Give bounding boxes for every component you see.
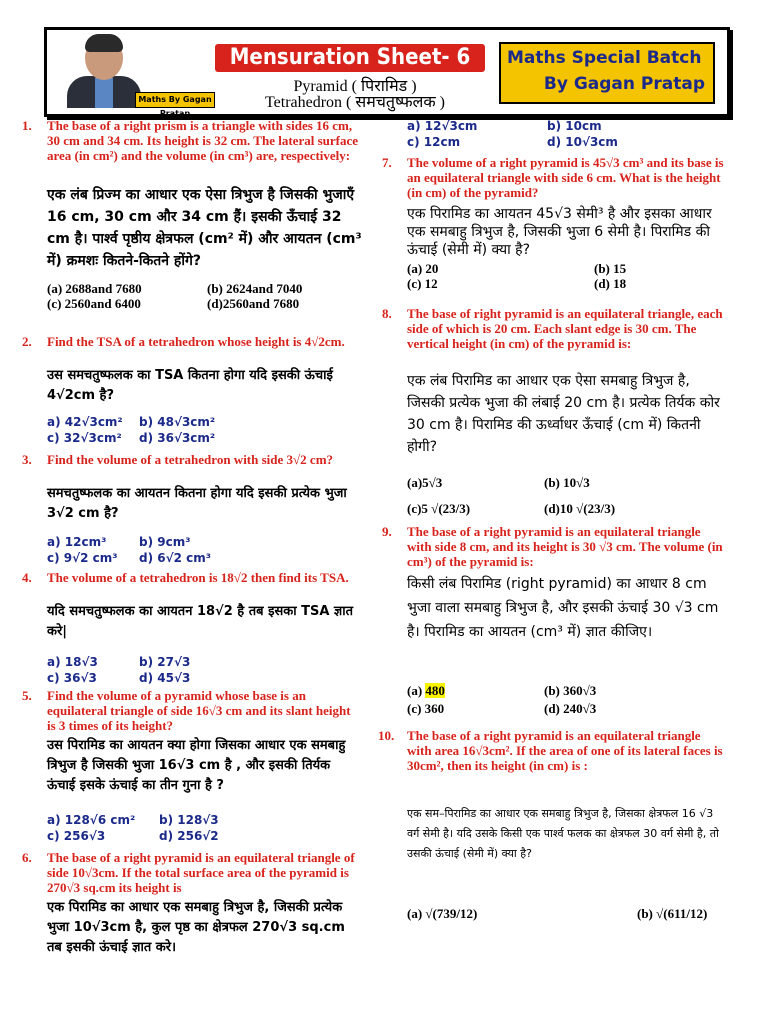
- question-number: 6.: [22, 850, 32, 865]
- question-text-en: The volume of a tetrahedron is 18√2 then find its TSA.: [47, 570, 349, 585]
- option-a[interactable]: a) 12cm³: [47, 535, 107, 549]
- option-d[interactable]: (d)10 √(23/3): [544, 501, 616, 516]
- options: [407, 682, 727, 718]
- question-number: 10.: [378, 728, 395, 743]
- option-a[interactable]: a) 42√3cm²: [47, 415, 123, 429]
- option-d[interactable]: d) 45√3: [139, 671, 191, 685]
- option-b[interactable]: (b) 360√3: [544, 683, 597, 698]
- option-b[interactable]: b) 128√3: [159, 813, 219, 827]
- question-3: [22, 452, 364, 565]
- batch-line2: By Gagan Pratap: [543, 74, 705, 94]
- option-c[interactable]: (c) 360: [407, 701, 445, 716]
- option-b[interactable]: (b) 15: [594, 261, 627, 276]
- option-a[interactable]: a) 12√3cm: [407, 119, 478, 133]
- option-c[interactable]: c) 12cm: [407, 135, 461, 149]
- highlighted-answer: 480: [425, 683, 445, 698]
- option-a[interactable]: a) 128√6 cm²: [47, 813, 136, 827]
- question-number: 8.: [382, 306, 392, 321]
- author-tagline: Maths By Gagan Pratap: [135, 92, 215, 108]
- question-text-hi: एक सम–पिरामिड का आधार एक समबाहु त्रिभुज है, जिसका क्षेत्रफल 16 √3 वर्ग सेमी है। यदि उसके किसी एक पार्श्व फलक का क्षेत्रफल 30 वर्ग सेमी है, तो उसकी ऊंचाई (सेमी में) क्या है?: [407, 807, 719, 860]
- option-c[interactable]: (c)5 √(23/3): [407, 501, 471, 516]
- option-d[interactable]: (d)2560and 7680: [207, 296, 300, 311]
- option-c[interactable]: c) 256√3: [47, 829, 106, 843]
- question-2: [22, 334, 364, 445]
- question-text-hi: समचतुष्फलक का आयतन कितना होगा यदि इसकी प्रत्येक भुजा 3√2 cm है?: [47, 486, 347, 521]
- option-a[interactable]: (a)5√3: [407, 475, 443, 490]
- question-text-hi: एक लंब प्रिज्म का आधार एक ऐसा त्रिभुज है जिसकी भुजाएँ 16 cm, 30 cm और 34 cm हैं। इसकी ऊँचाई 32 cm है। पार्श्व पृष्ठीय क्षेत्रफल (cm² में) और आयतन (cm³ में) क्रमशः कितने-कितने होंगे?: [47, 187, 362, 269]
- options: [47, 654, 367, 686]
- question-text-en: The base of a right pyramid is an equilateral triangle with area 16√3cm². If the area of one of its lateral faces is 30cm², then its height (in cm) is :: [407, 728, 723, 773]
- option-c[interactable]: c) 36√3: [47, 671, 97, 685]
- option-b[interactable]: (b) √(611/12): [637, 906, 708, 921]
- option-b[interactable]: (b) 10√3: [544, 475, 590, 490]
- question-6-options: [407, 118, 727, 150]
- option-b[interactable]: (b) 2624and 7040: [207, 281, 303, 296]
- option-d[interactable]: d) 6√2 cm³: [139, 551, 212, 565]
- batch-line1: Maths Special Batch: [507, 48, 702, 68]
- question-text-en: Find the volume of a tetrahedron with side 3√2 cm?: [47, 452, 334, 467]
- question-number: 9.: [382, 524, 392, 539]
- option-d[interactable]: (d) 18: [594, 276, 627, 291]
- option-d[interactable]: d) 36√3cm²: [139, 431, 216, 445]
- subtitle-pyramid: Pyramid ( पिरामिड ): [293, 78, 417, 95]
- question-number: 1.: [22, 118, 32, 133]
- question-5: [22, 688, 364, 843]
- question-number: 5.: [22, 688, 32, 703]
- option-c[interactable]: (c) 2560and 6400: [47, 296, 141, 311]
- question-text-hi: एक लंब पिरामिड का आधार एक ऐसा समबाहु त्रिभुज है, जिसकी प्रत्येक भुजा की लंबाई 20 cm है। प्रत्येक तिर्यक कोर 30 cm है। पिरामिड की ऊर्ध्वाधर ऊँचाई (cm में) कितनी होगी?: [407, 373, 720, 455]
- option-b[interactable]: b) 27√3: [139, 655, 191, 669]
- subtitle-tetrahedron: Tetrahedron ( समचतुष्फलक ): [264, 94, 445, 111]
- question-text-hi: एक पिरामिड का आयतन 45√3 सेमी³ है और इसका आधार एक समबाहु त्रिभुज है, जिसकी भुजा 6 सेमी है। पिरामिड की ऊंचाई (सेमी में) क्या है?: [407, 206, 712, 258]
- question-6: [22, 850, 364, 955]
- question-text-en: Find the TSA of a tetrahedron whose height is 4√2cm.: [47, 334, 345, 349]
- question-text-en: The base of a right pyramid is an equilateral triangle of side 10√3cm. If the total surface area of the pyramid is 270√3 sq.cm its height is: [47, 850, 355, 895]
- batch-badge: [499, 42, 715, 104]
- question-text-en: The base of right pyramid is an equilateral triangle, each side of which is 20 cm. Each slant edge is 30 cm. The vertical height (in cm) of the pyramid is:: [407, 306, 723, 351]
- sheet-title: Mensuration Sheet- 6: [215, 44, 485, 72]
- question-number: 7.: [382, 155, 392, 170]
- option-a[interactable]: (a) 2688and 7680: [47, 281, 142, 296]
- question-10: [378, 728, 732, 921]
- option-a-prefix: (a): [407, 683, 426, 698]
- question-text-hi: यदि समचतुष्फलक का आयतन 18√2 है तब इसका TSA ज्ञात करे|: [47, 604, 354, 639]
- question-text-hi: एक पिरामिड का आधार एक समबाहु त्रिभुज है, जिसकी प्रत्येक भुजा 10√3cm है, कुल पृष्ठ का क्षेत्रफल 270√3 sq.cm तब इसकी ऊंचाई ज्ञात करे।: [47, 900, 345, 955]
- option-c[interactable]: c) 32√3cm²: [47, 431, 122, 445]
- options: [47, 414, 367, 446]
- question-8: [382, 306, 732, 516]
- question-text-en: The base of a right pyramid is an equilateral triangle with side 8 cm, and its height is 30 √3 cm. The volume (in cm³) of the pyramid is:: [407, 524, 723, 569]
- option-c[interactable]: (c) 12: [407, 276, 438, 291]
- option-b[interactable]: b) 48√3cm²: [139, 415, 216, 429]
- question-number: 4.: [22, 570, 32, 585]
- question-number: 3.: [22, 452, 32, 467]
- option-b[interactable]: b) 9cm³: [139, 535, 191, 549]
- options: [407, 261, 727, 291]
- question-text-en: The base of a right prism is a triangle with sides 16 cm, 30 cm and 34 cm. Its height is 32 cm. The lateral surface area (in cm²) and the volume (in cm³) are, respectively:: [47, 118, 359, 163]
- question-text-hi: किसी लंब पिरामिड (right pyramid) का आधार 8 cm भुजा वाला समबाहु त्रिभुज है, और इसकी ऊंचाई 30 √3 cm है। पिरामिड का आयतन (cm³ में) ज्ञात कीजिए।: [407, 576, 719, 640]
- option-b[interactable]: b) 10cm: [547, 119, 602, 133]
- question-4: [22, 570, 364, 685]
- question-7: [382, 155, 732, 291]
- question-number: 2.: [22, 334, 32, 349]
- author-photo: [55, 34, 212, 118]
- options: [407, 906, 727, 921]
- option-a[interactable]: (a) √(739/12): [407, 906, 478, 921]
- question-text-hi: उस समचतुष्फलक का TSA कितना होगा यदि इसकी ऊंचाई 4√2cm है?: [47, 368, 333, 403]
- option-d[interactable]: d) 10√3cm: [547, 135, 618, 149]
- question-text-hi: उस पिरामिड का आयतन क्या होगा जिसका आधार एक समबाहु त्रिभुज है जिसकी भुजा 16√3 cm है , और इसकी तिर्यक ऊंचाई इसके ऊंचाई का तीन गुना है ?: [47, 738, 346, 793]
- option-c[interactable]: c) 9√2 cm³: [47, 551, 118, 565]
- options: [47, 281, 367, 311]
- option-a[interactable]: [407, 682, 544, 700]
- options: [47, 534, 367, 566]
- option-a[interactable]: a) 18√3: [47, 655, 98, 669]
- option-d[interactable]: d) 256√2: [159, 829, 219, 843]
- header-banner: [44, 27, 730, 117]
- options: [47, 812, 367, 844]
- question-1: [22, 118, 364, 311]
- question-text-en: Find the volume of a pyramid whose base is an equilateral triangle of side 16√3 cm and its slant height is 3 times of its height?: [47, 688, 351, 733]
- options: [407, 470, 727, 522]
- option-a[interactable]: (a) 20: [407, 261, 439, 276]
- question-text-en: The volume of a right pyramid is 45√3 cm³ and its base is an equilateral triangle with side 6 cm. What is the height (in cm) of the pyramid?: [407, 155, 724, 200]
- option-d[interactable]: (d) 240√3: [544, 701, 597, 716]
- question-9: [382, 524, 732, 716]
